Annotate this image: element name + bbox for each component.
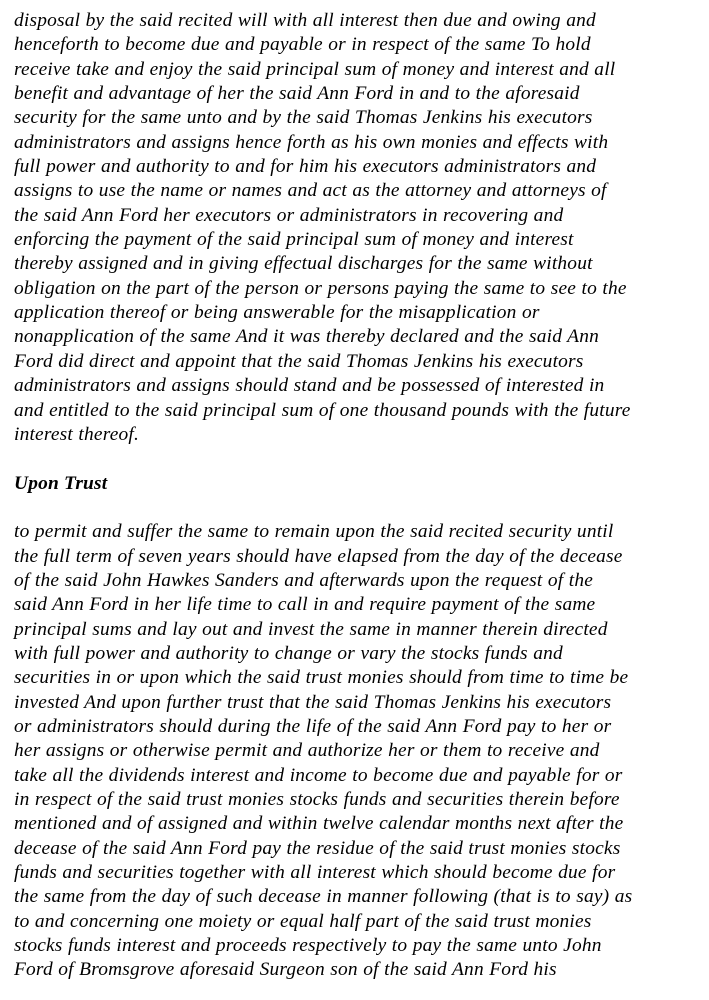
text-line: benefit and advantage of her the said Ann Ford in and to the aforesaid [14,83,580,105]
text-line: the said Ann Ford her executors or administrators in recovering and [14,204,564,226]
text-line: the full term of seven years should have elapsed from the day of the decease [14,545,623,567]
text-line: thereby assigned and in giving effectual discharges for the same without [14,253,593,275]
text-line: Ford did direct and appoint that the said Thomas Jenkins his executors [14,350,584,372]
text-line: or administrators should during the life of the said Ann Ford pay to her or [14,715,612,737]
paragraph-trust-terms [14,520,683,983]
paragraph-gap [14,496,683,520]
text-line: funds and securities together with all interest which should become due for [14,862,616,884]
text-line: Ford of Bromsgrove aforesaid Surgeon son of the said Ann Ford his [14,959,557,981]
text-line: administrators and assigns hence forth as his own monies and effects with [14,131,609,153]
paragraph-trust-recital [14,9,683,447]
text-line: enforcing the payment of the said principal sum of money and interest [14,229,574,251]
text-line: mentioned and of assigned and within twelve calendar months next after the [14,813,624,835]
text-line: of the said John Hawkes Sanders and afterwards upon the request of the [14,569,594,591]
text-line: nonapplication of the same And it was thereby declared and the said Ann [14,326,599,348]
text-line: interest thereof. [14,423,140,445]
text-line: and entitled to the said principal sum of one thousand pounds with the future [14,399,631,421]
paragraph-gap [14,447,683,471]
text-line: invested And upon further trust that the said Thomas Jenkins his executors [14,691,612,713]
text-line: obligation on the part of the person or persons paying the same to see to the [14,277,627,299]
text-line: to and concerning one moiety or equal half part of the said trust monies [14,910,592,932]
heading-upon-trust: Upon Trust [14,472,108,494]
text-line: security for the same unto and by the said Thomas Jenkins his executors [14,107,593,129]
text-line: in respect of the said trust monies stocks funds and securities therein before [14,789,620,810]
text-line: disposal by the said recited will with all interest then due and owing and [14,10,596,31]
text-line: securities in or upon which the said trust monies should from time to time be [14,667,629,689]
text-line: stocks funds interest and proceeds respectively to pay the same unto John [14,935,602,957]
text-line: full power and authority to and for him his executors administrators and [14,156,597,178]
text-line: said Ann Ford in her life time to call in and require payment of the same [14,594,596,616]
text-line: to permit and suffer the same to remain upon the said recited security until [14,521,614,543]
text-line: her assigns or otherwise permit and authorize her or them to receive and [14,740,600,762]
text-line: assigns to use the name or names and act as the attorney and attorneys of [14,180,607,202]
text-line: decease of the said Ann Ford pay the residue of the said trust monies stocks [14,837,621,859]
text-line: administrators and assigns should stand and be possessed of interested in [14,375,605,397]
text-line: receive take and enjoy the said principal sum of money and interest and all [14,58,616,80]
text-line: principal sums and lay out and invest the same in manner therein directed [14,618,608,640]
text-line: the same from the day of such decease in manner following (that is to say) as [14,886,633,908]
text-line: take all the dividends interest and income to become due and payable for or [14,764,623,786]
text-line: application thereof or being answerable for the misapplication or [14,302,540,324]
text-line: with full power and authority to change or vary the stocks funds and [14,642,563,664]
text-line: henceforth to become due and payable or in respect of the same To hold [14,34,591,56]
